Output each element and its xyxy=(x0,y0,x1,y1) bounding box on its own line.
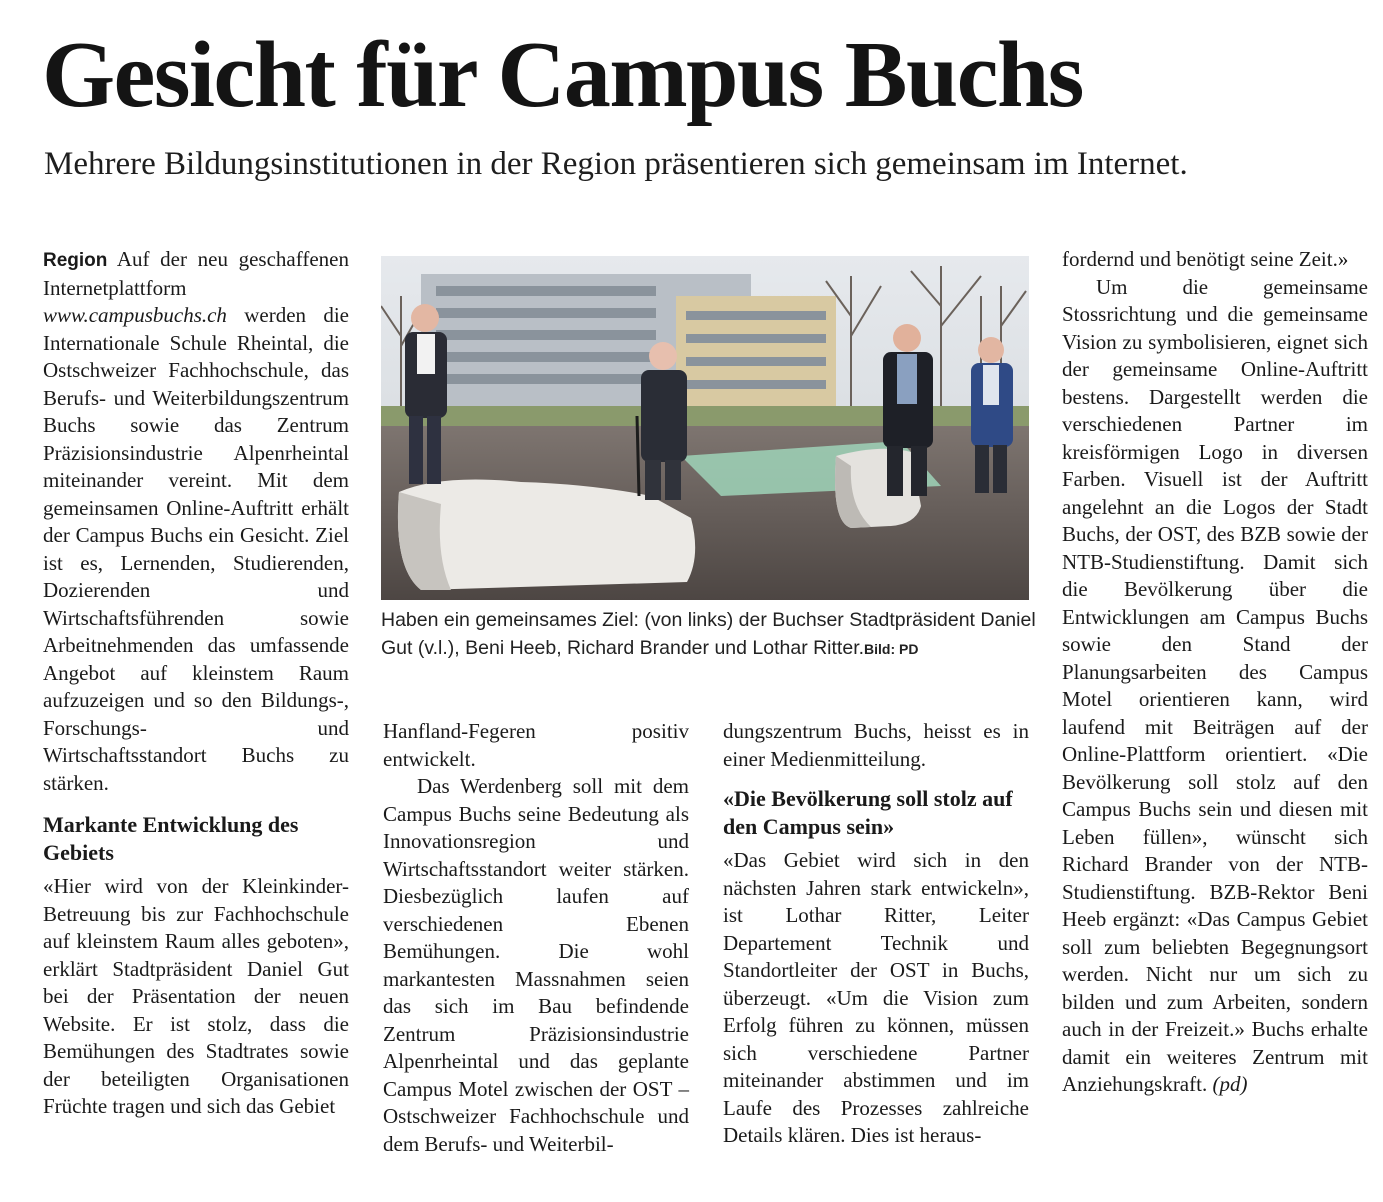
website-link[interactable]: www.campusbuchs.ch xyxy=(43,303,227,327)
article-photo xyxy=(381,256,1029,600)
subheading-development: Markante Entwicklung des Gebiets xyxy=(43,812,299,865)
paragraph: fordernd und benötigt seine Zeit.» xyxy=(1062,247,1349,271)
headline: Gesicht für Campus Buchs xyxy=(42,23,1083,127)
paragraph: dungszentrum Buchs, heisst es in einer Medienmitteilung. xyxy=(723,719,1029,771)
subheadline: Mehrere Bildungsinstitutionen in der Region präsentieren sich gemeinsam im Internet. xyxy=(44,146,1188,182)
paragraph: «Hier wird von der Kleinkinder-Betreuung bis zur Fachhochschule auf kleinstem Raum alles geboten», erklärt Stadtpräsident Daniel Gut bei der Präsentation der neuen Website. Er ist stolz, dass die Bemühungen des Stadtrates sowie der beteiligten Organisationen Früchte tragen und sich das Gebiet xyxy=(43,874,349,1118)
photo-credit: Bild: PD xyxy=(864,641,919,657)
paragraph: Um die gemeinsame Stossrichtung und die gemeinsame Vision zu symbolisieren, eignet sich der gemeinsame Online-Auftritt bestens. Dargestellt werden die verschiedenen Partner im kreisförmigen Logo in diversen Farben. Visuell ist der Auftritt angelehnt an die Logos der Stadt Buchs, der OST, des BZB sowie der NTB-Studienstiftung. Damit sich die Bevölkerung über die Entwicklungen am Campus Buchs sowie den Stand der Planungsarbeiten des Campus Motel orientieren kann, wird laufend mit Beiträgen auf der Online-Plattform orientiert. «Die Bevölkerung soll stolz auf den Campus Buchs sein und diesen mit Leben füllen», wünscht sich Richard Brander von der NTB-Studienstiftung. BZB-Rektor Beni Heeb ergänzt: «Das Campus Gebiet soll zum beliebten Begegnungsort werden. Nicht nur um sich zu bilden und zum Arbeiten, sondern auch in der Freizeit.» Buchs erhalte damit ein weiteres Zentrum mit Anziehungskraft. (pd) xyxy=(1062,274,1368,1096)
dateline-label: Region xyxy=(43,250,108,271)
paragraph: Das Werdenberg soll mit dem Campus Buchs seine Bedeutung als Innovationsregion und Wirtschaftsstandort weiter stärken. Diesbezüglich laufen auf verschiedenen Ebenen Bemühungen. Die wohl markantesten Massnahmen seien das sich im Bau befindende Zentrum Präzisionsindustrie Alpenrheintal und das geplante Campus Motel zwischen der OST – Ostschweizer Fachhochschule und dem Berufs- und Weiterbil- xyxy=(383,774,689,1156)
article-column-4 xyxy=(1062,246,1368,1099)
subheading-quote: «Die Bevölkerung soll stolz auf den Campus sein» xyxy=(723,786,1013,839)
paragraph: Hanfland-Fegeren positiv entwickelt. xyxy=(383,719,689,771)
article-column-3 xyxy=(723,718,1029,1150)
author-signature: (pd) xyxy=(1212,1072,1248,1096)
lead-paragraph: Region Auf der neu geschaffenen Internetplattform www.campusbuchs.ch werden die Internationale Schule Rheintal, die Ostschweizer Fachhochschule, das Berufs- und Weiterbildungszentrum Buchs sowie das Zentrum Präzisionsindustrie Alpenrheintal miteinander vereint. Mit dem gemeinsamen Online-Auftritt erhält der Campus Buchs ein Gesicht. Ziel ist es, Lernenden, Studierenden, Dozierenden und Wirtschaftsführenden sowie Arbeitnehmenden das umfassende Angebot auf kleinstem Raum aufzuzeigen und so den Bildungs-, Forschungs- und Wirtschaftsstandort Buchs zu stärken. xyxy=(43,247,349,795)
article-column-2 xyxy=(383,718,689,1158)
photo-caption: Haben ein gemeinsames Ziel: (von links) der Buchser Stadtpräsident Daniel Gut (v.l.), Beni Heeb, Richard Brander und Lothar Ritter.Bild: PD xyxy=(381,609,1036,659)
article-column-1 xyxy=(43,246,349,1121)
paragraph: «Das Gebiet wird sich in den nächsten Jahren stark entwickeln», ist Lothar Ritter, Leiter Departement Technik und Standortleiter der OST in Buchs, überzeugt. «Um die Vision zum Erfolg führen zu können, müssen sich verschiedene Partner miteinander abstimmen und im Laufe des Prozesses zahlreiche Details klären. Dies ist heraus- xyxy=(723,848,1029,1147)
